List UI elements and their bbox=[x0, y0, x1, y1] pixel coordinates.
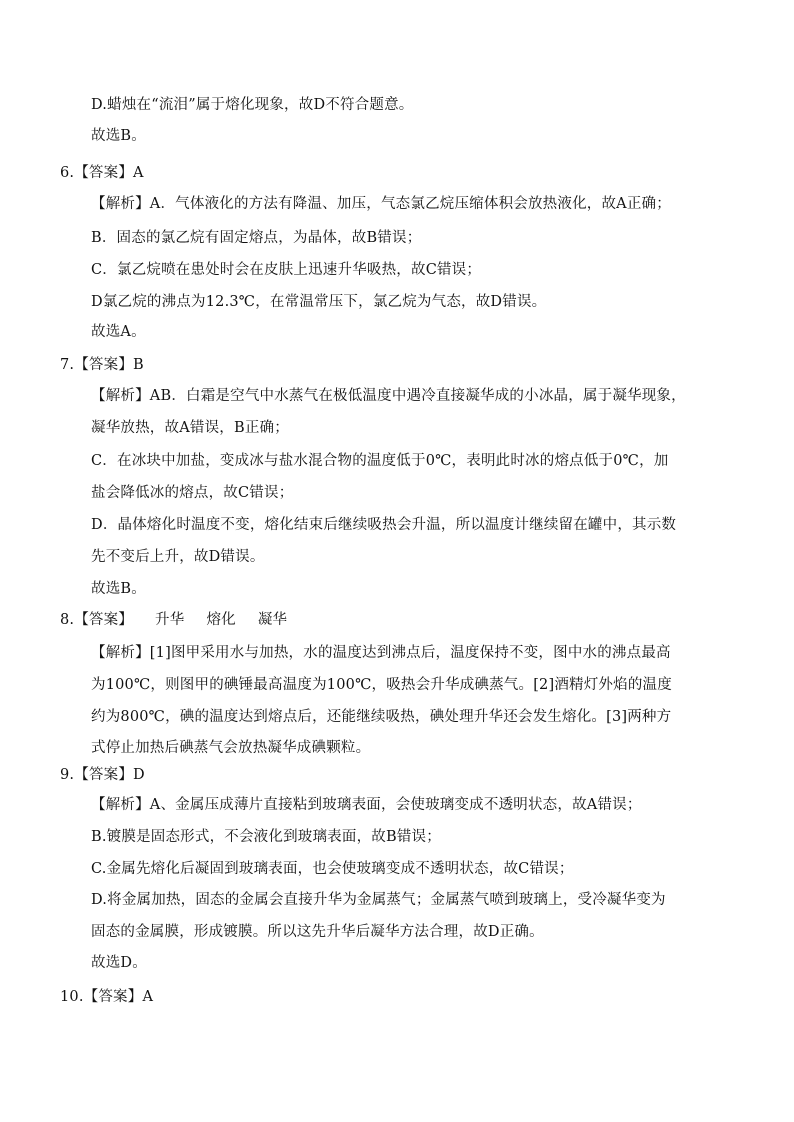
text-line: 盐会降低冰的熔点，故C错误； bbox=[91, 485, 294, 501]
text-line: 故选A。 bbox=[91, 324, 146, 340]
question-9-answer: 9.【答案】D bbox=[60, 767, 145, 783]
answer-blank-2: 熔化 bbox=[206, 612, 236, 628]
text-line: D.将金属加热，固态的金属会直接升华为金属蒸气；金属蒸气喷到玻璃上，受冷凝华变为 bbox=[91, 892, 666, 908]
text-line: 约为800℃，碘的温度达到熔点后，还能继续吸热，碘处理升华还会发生熔化。[3]两种方 bbox=[91, 709, 672, 725]
text-line: C．氯乙烷喷在患处时会在皮肤上迅速升华吸热，故C错误； bbox=[91, 262, 482, 278]
text-line: 为100℃，则图甲的碘锤最高温度为100℃，吸热会升华成碘蒸气。[2]酒精灯外焰的温度 bbox=[91, 677, 672, 693]
text-line: 固态的金属膜，形成镀膜。所以这先升华后凝华方法合理，故D正确。 bbox=[91, 924, 544, 940]
answer-blank-1: 升华 bbox=[155, 612, 185, 628]
text-line: 【解析】AB．白霜是空气中水蒸气在极低温度中遇冷直接凝华成的小冰晶，属于凝华现象， bbox=[91, 388, 686, 404]
text-line: B.镀膜是固态形式，不会液化到玻璃表面，故B错误； bbox=[91, 829, 441, 845]
text-line: 故选B。 bbox=[91, 128, 146, 144]
question-7-answer: 7.【答案】B bbox=[60, 357, 144, 373]
text-line: 式停止加热后碘蒸气会放热凝华成碘颗粒。 bbox=[91, 740, 371, 756]
text-line: 故选D。 bbox=[91, 955, 147, 971]
text-line: 故选B。 bbox=[91, 581, 146, 597]
text-line: C.金属先熔化后凝固到玻璃表面，也会使玻璃变成不透明状态，故C错误； bbox=[91, 861, 574, 877]
text-line: D．晶体熔化时温度不变，熔化结束后继续吸热会升温，所以温度计继续留在罐中，其示数 bbox=[91, 517, 677, 533]
text-line: 【解析】A、金属压成薄片直接粘到玻璃表面，会使玻璃变成不透明状态，故A错误； bbox=[91, 797, 642, 813]
question-8-answer bbox=[60, 610, 287, 630]
text-line: B．固态的氯乙烷有固定熔点，为晶体，故B错误； bbox=[91, 230, 422, 246]
text-line: 【解析】A．气体液化的方法有降温、加压，气态氯乙烷压缩体积会放热液化，故A正确； bbox=[91, 196, 671, 212]
text-line: D.蜡烛在“流泪”属于熔化现象，故D不符合题意。 bbox=[91, 97, 414, 113]
question-6-answer: 6.【答案】A bbox=[60, 165, 144, 181]
text-line: 凝华放热，故A错误，B正确； bbox=[91, 420, 289, 436]
question-10-answer: 10.【答案】A bbox=[60, 989, 154, 1005]
text-line: 先不变后上升，故D错误。 bbox=[91, 549, 265, 565]
text-line: D氯乙烷的沸点为12.3℃，在常温常压下，氯乙烷为气态，故D错误。 bbox=[91, 294, 547, 310]
text-line: C．在冰块中加盐，变成冰与盐水混合物的温度低于0℃，表明此时冰的熔点低于0℃，加 bbox=[91, 453, 669, 469]
text-line: 【解析】[1]图甲采用水与加热，水的温度达到沸点后，温度保持不变，图中水的沸点最高 bbox=[91, 645, 671, 661]
answer-blank-3: 凝华 bbox=[257, 612, 288, 628]
answer-label: 8.【答案】 bbox=[60, 612, 134, 628]
